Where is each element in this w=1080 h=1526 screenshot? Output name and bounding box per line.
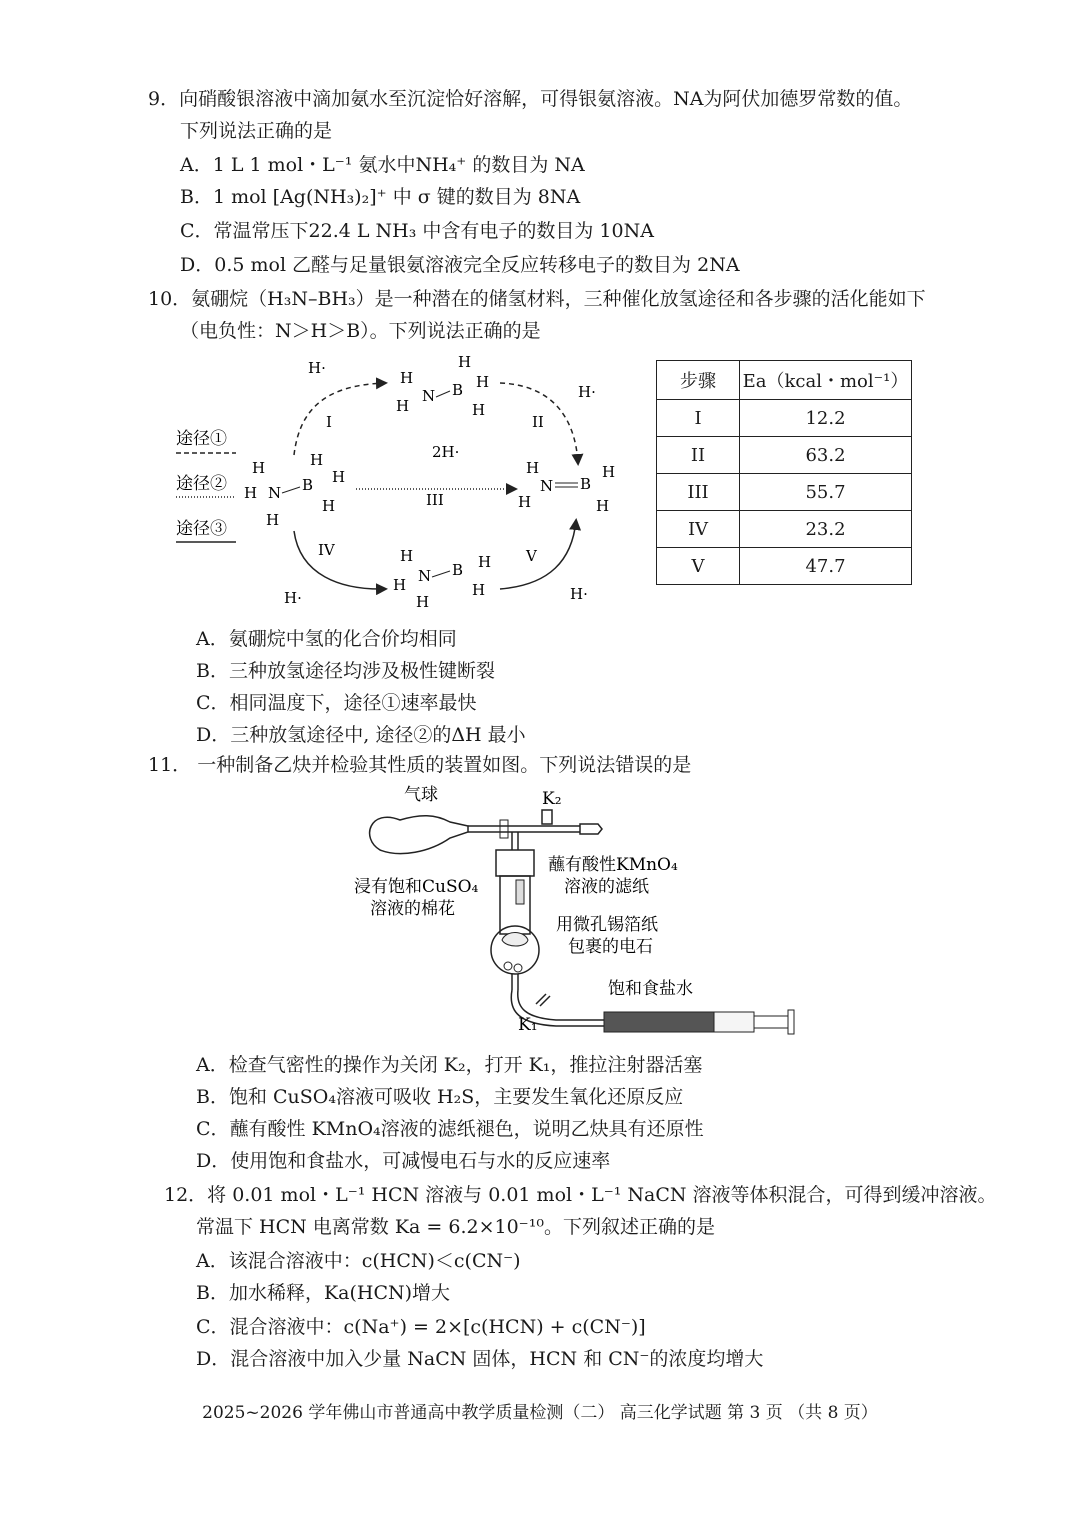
svg-text:N: N [422, 387, 436, 405]
intermediate-top-molecule [396, 353, 489, 419]
svg-text:H: H [476, 373, 490, 391]
svg-text:H: H [252, 459, 266, 477]
kmno4-label-line1: 蘸有酸性KMnO₄ [548, 855, 678, 875]
svg-text:H: H [244, 484, 258, 502]
q9-option-b: B．1 mol [Ag(NH₃)₂]⁺ 中 σ 键的数目为 8NA [180, 186, 581, 208]
table-row: II 63.2 [657, 437, 912, 474]
q12-option-d: D．混合溶液中加入少量 NaCN 固体，HCN 和 CN⁻的浓度均增大 [196, 1348, 764, 1370]
carbide-label-line1: 用微孔锡箔纸 [556, 915, 658, 935]
k2-label: K₂ [542, 789, 562, 809]
svg-text:H: H [416, 593, 430, 611]
svg-text:B: B [452, 381, 464, 399]
svg-text:H: H [400, 547, 414, 565]
route-3-label: 途径③ [176, 519, 227, 539]
svg-text:H: H [396, 397, 410, 415]
q10-stem-line1: 10．氨硼烷（H₃N–BH₃）是一种潜在的储氢材料，三种催化放氢途径和各步骤的活化能如下 [148, 288, 926, 310]
page-footer: 2025~2026 学年佛山市普通高中教学质量检测（二） 高三化学试题 第 3 页 （共 8 页） [202, 1403, 878, 1423]
balloon-label: 气球 [404, 785, 438, 805]
two-h-radicals: 2H· [432, 443, 460, 461]
q9-option-c: C．常温常压下22.4 L NH₃ 中含有电子的数目为 10NA [180, 220, 654, 242]
table-row: IV 23.2 [657, 511, 912, 548]
svg-text:H: H [332, 468, 346, 486]
q12-option-a: A．该混合溶液中：c(HCN)＜c(CN⁻) [196, 1250, 521, 1272]
svg-text:B: B [452, 561, 464, 579]
h-radical-2: H· [578, 383, 596, 401]
table-row: I 12.2 [657, 400, 912, 437]
q11-option-d: D．使用饱和食盐水，可减慢电石与水的反应速率 [196, 1150, 611, 1172]
q10-option-b: B．三种放氢途径均涉及极性键断裂 [196, 660, 495, 682]
q12-stem-line1: 12．将 0.01 mol・L⁻¹ HCN 溶液与 0.01 mol・L⁻¹ NaCN 溶液等体积混合，可得到缓冲溶液。 [164, 1184, 997, 1206]
activation-energy-table [656, 360, 912, 585]
step-3-label: III [426, 491, 444, 509]
h-radical-3: H· [284, 589, 302, 607]
carbide-label-line2: 包裹的电石 [568, 937, 653, 957]
brine-label: 饱和食盐水 [608, 979, 693, 999]
syringe-brine [604, 1012, 714, 1032]
q9-option-a: A．1 L 1 mol・L⁻¹ 氨水中NH₄⁺ 的数目为 NA [180, 154, 585, 176]
q9-option-d: D．0.5 mol 乙醛与足量银氨溶液完全反应转移电子的数目为 2NA [180, 254, 740, 276]
q9-stem-line1: 9．向硝酸银溶液中滴加氨水至沉淀恰好溶解，可得银氨溶液。NA为阿伏加德罗常数的值。 [148, 88, 913, 110]
acetylene-apparatus-diagram [340, 780, 800, 1040]
route-2-label: 途径② [176, 474, 227, 494]
step-1-arrow [294, 383, 385, 455]
k1-label: K₁ [518, 1015, 538, 1035]
svg-text:H: H [393, 576, 407, 594]
q11-option-c: C．蘸有酸性 KMnO₄溶液的滤纸褪色，说明乙炔具有还原性 [196, 1118, 704, 1140]
svg-text:B: B [580, 475, 592, 493]
svg-text:H: H [472, 581, 486, 599]
svg-text:B: B [302, 476, 314, 494]
q10-stem-line2: （电负性：N＞H＞B）。下列说法正确的是 [180, 320, 541, 342]
q11-option-a: A．检查气密性的操作为关闭 K₂，打开 K₁，推拉注射器活塞 [196, 1054, 703, 1076]
step-5-arrow [500, 521, 576, 589]
svg-text:H: H [458, 353, 472, 371]
h-radical-1: H· [308, 359, 326, 377]
q10-option-c: C．相同温度下，途径①速率最快 [196, 692, 477, 714]
svg-text:H: H [596, 497, 610, 515]
cotton-label-line2: 溶液的棉花 [370, 899, 455, 919]
cotton-label-line1: 浸有饱和CuSO₄ [354, 877, 479, 897]
table-header-step: 步骤 [657, 361, 740, 400]
cuso4-cotton [502, 933, 528, 947]
svg-text:N: N [418, 567, 432, 585]
svg-text:N: N [540, 477, 554, 495]
q11-option-b: B．饱和 CuSO₄溶液可吸收 H₂S，主要发生氧化还原反应 [196, 1086, 684, 1108]
q9-stem-line2: 下列说法正确的是 [180, 120, 333, 142]
q10-option-d: D．三种放氢途径中, 途径②的ΔH 最小 [196, 724, 526, 746]
stopcock-k2 [542, 810, 552, 824]
step-1-label: I [326, 413, 332, 431]
table-header-ea: Ea（kcal・mol⁻¹） [740, 361, 912, 400]
q10-option-a: A．氨硼烷中氢的化合价均相同 [196, 628, 457, 650]
step-5-label: V [526, 547, 537, 565]
q11-stem: 11． 一种制备乙炔并检验其性质的装置如图。下列说法错误的是 [148, 754, 692, 776]
svg-text:H: H [602, 463, 616, 481]
step-2-label: II [532, 413, 544, 431]
svg-text:N: N [268, 484, 282, 502]
svg-text:H: H [322, 497, 336, 515]
table-row: V 47.7 [657, 548, 912, 585]
q12-option-c: C．混合溶液中：c(Na⁺) = 2×[c(HCN) + c(CN⁻)] [196, 1316, 646, 1338]
step-4-arrow [294, 531, 385, 589]
q12-option-b: B．加水稀释，Ka(HCN)增大 [196, 1282, 451, 1304]
q12-stem-line2: 常温下 HCN 电离常数 Ka = 6.2×10⁻¹⁰。下列叙述正确的是 [196, 1216, 715, 1238]
svg-text:H: H [518, 493, 532, 511]
svg-text:H: H [472, 401, 486, 419]
aminoborane-product-molecule [518, 459, 615, 515]
table-row: III 55.7 [657, 474, 912, 511]
route-1-label: 途径① [176, 429, 227, 449]
balloon-shape [370, 816, 468, 854]
ammonia-borane-molecule [244, 451, 345, 529]
svg-text:H: H [478, 553, 492, 571]
svg-text:H: H [400, 369, 414, 387]
clamp-k1 [536, 994, 550, 1006]
q10-reaction-diagram [160, 345, 640, 615]
svg-text:H: H [266, 511, 280, 529]
svg-text:H: H [526, 459, 540, 477]
intermediate-bottom-molecule [393, 547, 491, 611]
kmno4-filter-paper [516, 880, 524, 904]
step-4-label: IV [318, 541, 335, 559]
kmno4-label-line2: 溶液的滤纸 [564, 877, 649, 897]
h-radical-4: H· [570, 585, 588, 603]
svg-text:H: H [310, 451, 324, 469]
